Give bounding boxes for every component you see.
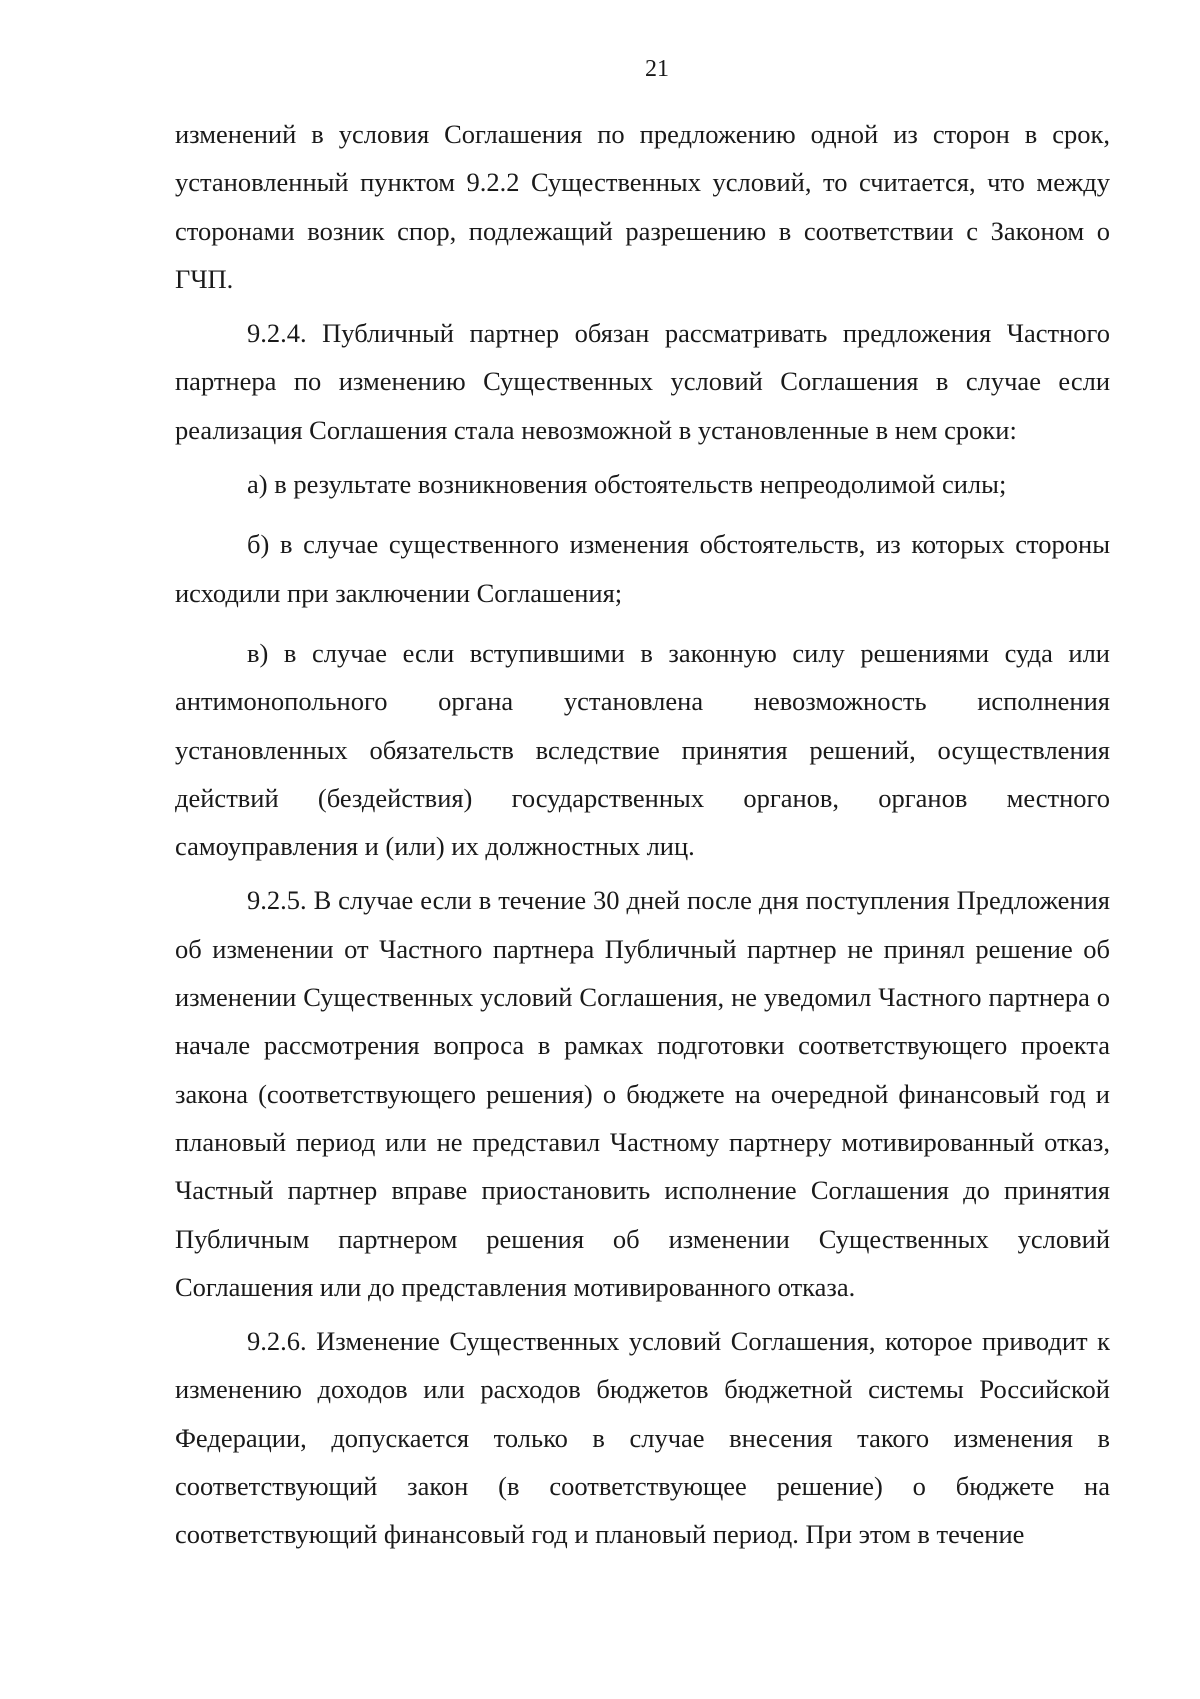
paragraph-continuation: изменений в условия Соглашения по предложению одной из сторон в срок, установленный пунктом 9.2.2 Существенных условий, то считается, что между сторонами возник спор, подлежащий разрешению в соответствии с Законом о ГЧП. <box>175 119 1110 294</box>
clause-9-2-4: 9.2.4. Публичный партнер обязан рассматривать предложения Частного партнера по изменению Существенных условий Соглашения в случае если реализация Соглашения стала невозможной в установленные в нем сроки: <box>175 318 1110 445</box>
clause-9-2-5: 9.2.5. В случае если в течение 30 дней после дня поступления Предложения об изменении от Частного партнера Публичный партнер не принял решение об изменении Существенных условий Соглашения, не уведомил Частного партнера о начале рассмотрения вопроса в рамках подготовки соответствующего проекта закона (соответствующего решения) о бюджете на очередной финансовый год и плановый период или не представил Частному партнеру мотивированный отказ, Частный партнер вправе приостановить исполнение Соглашения до принятия Публичным партнером решения об изменении Существенных условий Соглашения или до представления мотивированного отказа. <box>175 885 1110 1302</box>
document-body <box>175 110 1110 1559</box>
list-item-v: в) в случае если вступившими в законную силу решениями суда или антимонопольного органа установлена невозможность исполнения установленных обязательств вследствие принятия решений, осуществления действий (бездействия) государственных органов, органов местного самоуправления и (или) их должностных лиц. <box>175 637 1110 862</box>
clause-9-2-6: 9.2.6. Изменение Существенных условий Соглашения, которое приводит к изменению доходов или расходов бюджетов бюджетной системы Российской Федерации, допускается только в случае внесения такого изменения в соответствующий закон (в соответствующее решение) о бюджете на соответствующий финансовый год и плановый период. При этом в течение <box>175 1326 1110 1550</box>
list-item-a: а) в результате возникновения обстоятельств непреодолимой силы; <box>247 469 1007 500</box>
page-number: 21 <box>645 56 669 82</box>
list-item-b: б) в случае существенного изменения обстоятельств, из которых стороны исходили при заключении Соглашения; <box>175 529 1110 608</box>
